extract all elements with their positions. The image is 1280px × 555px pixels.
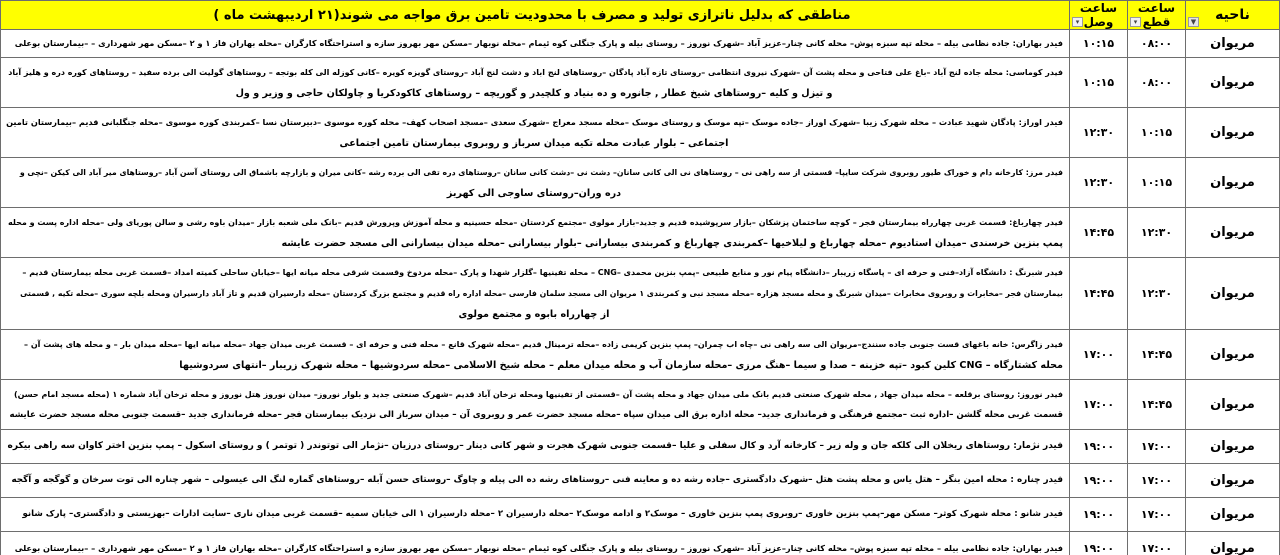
table-row [1,58,1280,108]
table-row [1,498,1280,532]
connect-time-cell[interactable]: ۱۰:۱۵ [1070,30,1128,58]
affected-areas-cell[interactable] [1,30,1070,58]
affected-areas-line: بیمارستان فجر –مخابرات و روبروی مخابرات –میدان شبرنگ و محله مسجد هزاره –محله مسجد نبی و کمربندی ۱ مریوان الی مسجد سلمان فارسی –محله اداره راه قدیم و مجتمع بزرگ کردستان –محله دارسیران قدیم و تاز آباد دارسیران ومحله بلچه سوری –محله تکیه , قسمتی [20,289,1063,298]
affected-areas-line: فیدر چناره : محله امین بنگر – هتل یاس و محله پشت هتل –شهرک دادگستری –جاده رشه ده و معاینه فنی –روستاهای رشه ده الی پیله و چاوگ –روستای حسن آبله –روستاهای گماره لنگ الی عیسولی – شهر چناره الی توت سرخان و گوگجه و آگجه [11,475,1063,485]
region-cell[interactable]: مریوان [1186,464,1280,498]
connect-time-cell[interactable]: ۱۲:۳۰ [1070,158,1128,208]
affected-areas-cell[interactable] [1,464,1070,498]
connect-time-cell[interactable]: ۱۴:۴۵ [1070,258,1128,330]
table-row [1,430,1280,464]
filter-dropdown-icon[interactable]: ▾ [1130,17,1141,27]
region-cell[interactable]: مریوان [1186,532,1280,555]
affected-areas-line: فیدر نوروز: روستای برقلعه – محله میدان جهاد , محله شهرک صنعتی قدیم بانک ملی میدان جهاد و محله پشت آن –قسمتی از تفینیها ومحله ترخان آباد قدیم –شهرک صنعتی جدید و بلوار نوروز– میدان نوروز هتل نوروز و محله ترخان آباد شماره ۱ (محله مسجد امام حسن) [13,389,1063,399]
region-cell[interactable]: مریوان [1186,380,1280,430]
affected-areas-cell[interactable] [1,58,1070,108]
region-cell[interactable]: مریوان [1186,30,1280,58]
column-header-cut-time-label: ساعت قطع [1137,1,1176,29]
column-header-region-label: ناحیه [1215,7,1250,23]
affected-areas-line: فیدر بهاران: جاده نظامی بیله – محله تپه سبزه پوش– محله کانی چنار–عزیز آباد –شهرک نوروز – روستای بیله و پارک جنگلی کوه ئیمام –محله نوبهار –مسکن مهر بهروز سازه و استراحتگاه کارگران –محله بهاران فاز ۱ و ۲ –مسکن مهر شهرداری – –بیمارستان بوعلی [14,543,1063,553]
region-cell[interactable]: مریوان [1186,108,1280,158]
affected-areas-line: پمپ بنزین خرسندی –میدان استادیوم –محله چهارباغ و لیلاخیها –کمربندی چهارباغ و کمربندی بیسارانی –بلوار بیسارانی –محله میدان بیسارانی الی مسجد حضرت عایشه [281,237,1063,249]
connect-time-cell[interactable]: ۱۰:۱۵ [1070,58,1128,108]
affected-areas-line: اجتماعی – بلوار عبادت محله تکیه میدان سرباز و روبروی بیمارستان تامین اجتماعی [339,137,729,149]
column-header-connect-time [1070,1,1128,30]
table-row [1,330,1280,380]
connect-time-cell[interactable]: ۱۲:۳۰ [1070,108,1128,158]
table-row [1,258,1280,330]
cut-time-cell[interactable]: ۱۲:۳۰ [1128,208,1186,258]
connect-time-cell[interactable]: ۱۹:۰۰ [1070,464,1128,498]
connect-time-cell[interactable]: ۱۷:۰۰ [1070,330,1128,380]
affected-areas-line: محله کشتارگاه – CNG کلین کبود –تپه خزینه – صدا و سیما –هنگ مرزی –محله سازمان آب و محله میدان معلم – محله شیخ الاسلامی –محله سردوشیها – محله شهرک زریبار –انتهای سردوشیها [179,359,1063,371]
table-row [1,532,1280,555]
column-header-region [1186,1,1280,30]
table-row [1,108,1280,158]
connect-time-cell[interactable]: ۱۹:۰۰ [1070,532,1128,555]
connect-time-cell[interactable]: ۱۷:۰۰ [1070,380,1128,430]
affected-areas-line: فیدر مرز: کارخانه دام و خوراک طیور روبروی شرکت سایپا– قسمتی از سه راهی نی – روستاهای نی الی کانی سانان– دشت نی –دشت کانی سانان –روستاهای دره تفی الی برده رشه –کانی میران و بازارچه باشماق الی روستای آسن آباد –روستاهای میر آباد الی کیکن –نچی و [19,167,1063,177]
affected-areas-cell[interactable] [1,330,1070,380]
connect-time-cell[interactable]: ۱۴:۴۵ [1070,208,1128,258]
region-cell[interactable]: مریوان [1186,58,1280,108]
cut-time-cell[interactable]: ۱۰:۱۵ [1128,108,1186,158]
affected-areas-cell[interactable] [1,258,1070,330]
cut-time-cell[interactable]: ۱۰:۱۵ [1128,158,1186,208]
affected-areas-cell[interactable] [1,380,1070,430]
affected-areas-line: و تیزل و کلیه –روستاهای شیخ عطار , جانوره و ده بنیاد و کلچیدر و گوریچه – روستاهای کاکودکریا و چاولکان حاجی و وزیر و ول [235,87,833,99]
column-header-cut-time [1128,1,1186,30]
affected-areas-line: فیدر شانو : محله شهرک کوثر– مسکن مهر–پمپ بنزین خاوری –روبروی پمپ بنزین خاوری – موسک۲ و ادامه موسک۲ –محله دارسیران ۲ –محله دارسیران ۱ الی خیابان سمیه –قسمت غربی میدان ناری –سایت ادارات –بهزیستی و دادگستری– پارک شانو [22,509,1063,519]
affected-areas-cell[interactable] [1,108,1070,158]
sheet-title: مناطقی که بدلیل ناترازی تولید و مصرف با محدودیت تامین برق مواجه می شوند(۲۱ اردیبهشت ماه ) [1,1,1070,30]
affected-areas-cell[interactable] [1,430,1070,464]
cut-time-cell[interactable]: ۰۸:۰۰ [1128,30,1186,58]
cut-time-cell[interactable]: ۱۷:۰۰ [1128,498,1186,532]
connect-time-cell[interactable]: ۱۹:۰۰ [1070,498,1128,532]
table-row [1,380,1280,430]
affected-areas-line: فیدر کوماسی: محله جاده لنج آباد –باغ علی فتاحی و محله پشت آن –شهرک نیروی انتظامی –روستای تازه آباد پادگان –روستاهای لنج اباد و دشت لنج آباد –روستای گویزه کویره –کانی کوزله الی کله بوتجه – روستاهای گولیت الی برده سفید – روستاهای کوره دره و هلیز آباد [8,67,1063,77]
affected-areas-cell[interactable] [1,498,1070,532]
connect-time-cell[interactable]: ۱۹:۰۰ [1070,430,1128,464]
column-header-connect-time-label: ساعت وصل [1079,1,1118,29]
cut-time-cell[interactable]: ۱۷:۰۰ [1128,430,1186,464]
region-cell[interactable]: مریوان [1186,208,1280,258]
region-cell[interactable]: مریوان [1186,258,1280,330]
cut-time-cell[interactable]: ۰۸:۰۰ [1128,58,1186,108]
affected-areas-line: فیدر نژمار: روستاهای ریخلان الی کلکه جان و وله زیر – کارخانه آرد و کال سفلی و علیا –قسمت جنوبی شهرک هجرت و شهر کانی دینار –روستای درزیان –نژمار الی توتوندر ( توتمر ) و روستای اسکول – پمپ بنزین اختر کاوان سه راهی بیکره [7,441,1063,451]
affected-areas-cell[interactable] [1,158,1070,208]
cut-time-cell[interactable]: ۱۴:۴۵ [1128,380,1186,430]
table-row [1,30,1280,58]
region-cell[interactable]: مریوان [1186,430,1280,464]
affected-areas-cell[interactable] [1,532,1070,555]
cut-time-cell[interactable]: ۱۴:۴۵ [1128,330,1186,380]
table-row [1,464,1280,498]
header-row [1,1,1280,30]
cut-time-cell[interactable]: ۱۷:۰۰ [1128,464,1186,498]
region-cell[interactable]: مریوان [1186,158,1280,208]
region-cell[interactable]: مریوان [1186,498,1280,532]
affected-areas-line: فیدر اوراز: پادگان شهید عبادت – محله شهرک زیبا –شهرک اوراز –جاده موسک –تپه موسک و روستای موسک –محله مسجد معراج –شهرک سعدی –مسجد اصحاب کهف– محله کوره موسوی –دبیرستان نسا –کمربندی کوره موسوی –محله جنگلبانی قدیم –بیمارستان تامین [6,116,1063,127]
affected-areas-line: فیدر بهاران: جاده نظامی بیله – محله تپه سبزه پوش– محله کانی چنار–عزیز آباد –شهرک نوروز – روستای بیله و پارک جنگلی کوه ئیمام –محله نوبهار –مسکن مهر بهروز سازه و استراحتگاه کارگران –محله بهاران فاز ۱ و ۲ –مسکن مهر شهرداری – –بیمارستان بوعلی [14,38,1063,48]
affected-areas-line: فیدر شبرنگ : دانشگاه آزاد–فنی و حرفه ای – پاسگاه زریبار –دانشگاه پیام نور و منابع طبیعی –پمپ بنزین محمدی –CNG – محله تفینیها –گلزار شهدا و پارک –محله مردوخ وقسمت شرقی محله میانه ایها –خیابان ساحلی کمیته امداد –قسمت غربی محله بیمارستان قدیم – [22,268,1063,277]
filter-applied-icon[interactable]: ▼ [1188,17,1199,27]
affected-areas-line: فیدر زاگرس: خانه باغهای قست جنوبی جاده سنندج–مریوان الی سه راهی نی –چاه اب چمران– پمپ بنزین کریمی زاده –محله ترمینال قدیم –محله شهرک قانع – محله فنی و حرفه ای – قسمت غربی میدان جهاد –محله میانه ایها –محله میدان بار – و محله های پشت آن – [24,339,1063,349]
cut-time-cell[interactable]: ۱۷:۰۰ [1128,532,1186,555]
affected-areas-cell[interactable] [1,208,1070,258]
affected-areas-line: دره وران–روستای ساوجی الی کهریز [446,187,622,199]
region-cell[interactable]: مریوان [1186,330,1280,380]
filter-dropdown-icon[interactable]: ▾ [1072,17,1083,27]
cut-time-cell[interactable]: ۱۲:۳۰ [1128,258,1186,330]
table-row [1,158,1280,208]
affected-areas-line: از چهارراه بابوه و مجتمع مولوی [458,309,610,320]
table-row [1,208,1280,258]
affected-areas-line: فیدر چهارباغ: قسمت غربی چهارراه بیمارستان فجر – کوچه ساختمان پزشکان –بازار سرپوشیده قدیم و جدید–بازار مولوی –مجتمع کردستان –محله حسینیه و محله آموزش وپرورش قدیم –بانک ملی شعبه بازار –میدان باوه رشی و سالن پوریای ولی –محله اداره پست و محله [7,217,1063,227]
affected-areas-line: قسمت غربی محله گلشن –اداره ثبت –مجتمع فرهنگی و فرمانداری جدید– محله اداره برق الی میدان سپاه –محله مسجد حضرت عمر و روبروی آن – میدان سرباز الی نزدیک بیمارستان فجر –محله فرمانداری جدید –قسمت جنوبی محله مسجد حضرت عایشه [9,409,1063,420]
